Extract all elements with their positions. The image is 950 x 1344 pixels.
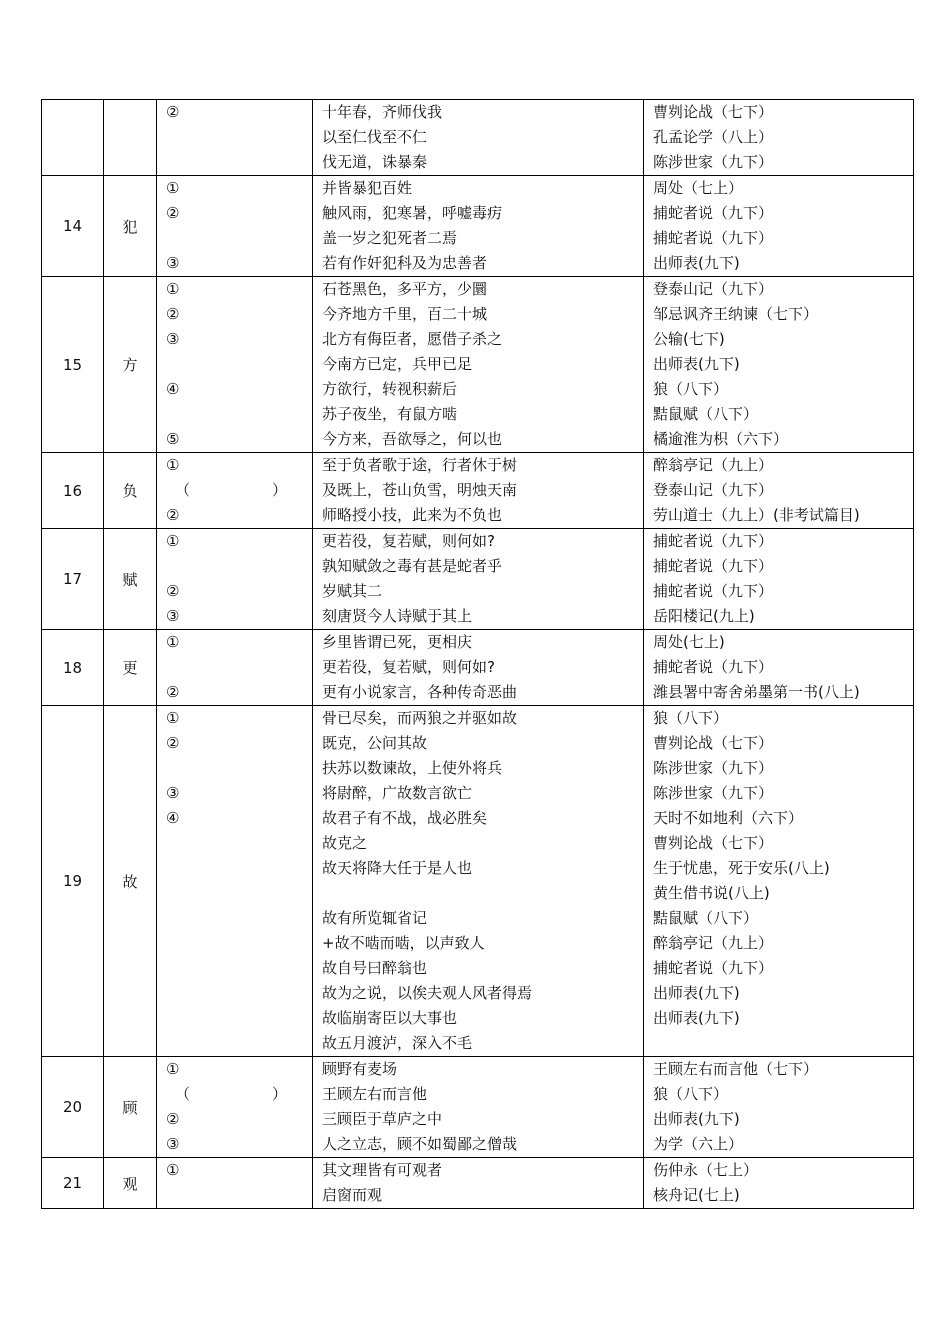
example-sentence: 将尉醉，广故数言欲亡: [322, 784, 473, 802]
entry-number: 18: [42, 630, 104, 706]
meaning-marker: [157, 931, 312, 956]
source-text: 出师表(九下): [653, 984, 740, 1002]
meaning-marker: ①: [166, 1161, 180, 1179]
meaning-marker: [157, 856, 312, 881]
table-row: [42, 100, 914, 176]
source-texts-cell: [644, 630, 914, 706]
meaning-marker: ③: [166, 330, 180, 348]
example-sentence: 故克之: [322, 834, 368, 852]
example-sentence: 触风雨，犯寒暑，呼嘘毒疠: [322, 204, 503, 222]
source-text: 捕蛇者说（九下）: [653, 658, 774, 676]
source-text: 狼（八下）: [653, 1085, 729, 1103]
example-sentence: 三顾臣于草庐之中: [322, 1110, 443, 1128]
source-text: 黠鼠赋（八下）: [653, 405, 759, 423]
meaning-markers-cell: [157, 1057, 313, 1158]
paren-close: ）: [271, 1085, 287, 1103]
source-text: 醉翁亭记（九上）: [653, 456, 774, 474]
example-sentence: 至于负者歌于途，行者休于树: [322, 456, 518, 474]
meaning-marker: [157, 906, 312, 931]
example-sentence: 十年春，齐师伐我: [322, 103, 443, 121]
entry-number: 16: [42, 453, 104, 529]
meaning-marker: [157, 1183, 312, 1208]
source-text: 周处（七上）: [653, 179, 744, 197]
source-text: 捕蛇者说（九下）: [653, 959, 774, 977]
source-text: 劳山道士（九上）(非考试篇目): [653, 506, 860, 524]
meaning-marker-blank: [157, 478, 287, 503]
source-text: 生于忧患，死于安乐(八上): [653, 859, 830, 877]
example-sentence: 今方来，吾欲辱之，何以也: [322, 430, 503, 448]
table-row: [42, 1158, 914, 1209]
source-text: 陈涉世家（九下）: [653, 784, 774, 802]
meaning-markers-cell: [157, 453, 313, 529]
source-text: 天时不如地利（六下）: [653, 809, 804, 827]
example-sentences-cell: [313, 1057, 644, 1158]
entry-number: [42, 100, 104, 176]
source-text: 醉翁亭记（九上）: [653, 934, 774, 952]
paren-open: （: [175, 481, 191, 499]
meaning-marker: [157, 981, 312, 1006]
entry-character: 方: [104, 277, 157, 453]
paren-open: （: [175, 1085, 191, 1103]
example-sentence: [313, 881, 643, 906]
meaning-marker: ④: [166, 380, 180, 398]
meaning-marker: ①: [166, 456, 180, 474]
entry-character: 更: [104, 630, 157, 706]
source-text: 狼（八下）: [653, 380, 729, 398]
source-text: 出师表(九下): [653, 355, 740, 373]
example-sentence: 故天将降大任于是人也: [322, 859, 473, 877]
example-sentence: 顾野有麦场: [322, 1060, 398, 1078]
example-sentence: 乡里皆谓已死，更相庆: [322, 633, 473, 651]
example-sentence: 若有作奸犯科及为忠善者: [322, 254, 488, 272]
meaning-markers-cell: [157, 630, 313, 706]
meaning-marker: ②: [166, 103, 180, 121]
source-texts-cell: [644, 100, 914, 176]
table-row: [42, 176, 914, 277]
entry-number: 21: [42, 1158, 104, 1209]
meaning-markers-cell: [157, 706, 313, 1057]
example-sentence: 骨已尽矣，而两狼之并驱如故: [322, 709, 518, 727]
example-sentences-cell: [313, 630, 644, 706]
meaning-marker: [157, 1006, 312, 1031]
meaning-marker: ①: [166, 633, 180, 651]
example-sentence: 故临崩寄臣以大事也: [322, 1009, 458, 1027]
meaning-marker: ②: [166, 1110, 180, 1128]
table-row: [42, 453, 914, 529]
entry-character: 负: [104, 453, 157, 529]
example-sentence: 更若役，复若赋，则何如?: [322, 658, 495, 676]
entry-character: [104, 100, 157, 176]
example-sentence: 扶苏以数谏故，上使外将兵: [322, 759, 503, 777]
example-sentence: 更有小说家言，各种传奇恶曲: [322, 683, 518, 701]
entry-number: 14: [42, 176, 104, 277]
meaning-marker: [157, 226, 312, 251]
source-text: 曹刿论战（七下）: [653, 734, 774, 752]
entry-number: 15: [42, 277, 104, 453]
example-sentence: 今南方已定，兵甲已足: [322, 355, 473, 373]
meaning-marker: ①: [166, 709, 180, 727]
source-text: 陈涉世家（九下）: [653, 759, 774, 777]
source-texts-cell: [644, 1057, 914, 1158]
example-sentence: 岁赋其二: [322, 582, 383, 600]
example-sentence: 今齐地方千里，百二十城: [322, 305, 488, 323]
entry-number: 20: [42, 1057, 104, 1158]
meaning-marker: ②: [166, 734, 180, 752]
example-sentence: 故自号曰醉翁也: [322, 959, 428, 977]
source-texts-cell: [644, 706, 914, 1057]
meaning-markers-cell: [157, 529, 313, 630]
meaning-marker: [157, 655, 312, 680]
example-sentence: 师略授小技，此来为不负也: [322, 506, 503, 524]
example-sentences-cell: [313, 100, 644, 176]
meaning-marker: ③: [166, 607, 180, 625]
source-text: 邹忌讽齐王纳谏（七下）: [653, 305, 819, 323]
example-sentences-cell: [313, 1158, 644, 1209]
meaning-marker: ①: [166, 1060, 180, 1078]
source-text: 登泰山记（九下）: [653, 481, 774, 499]
source-text: 捕蛇者说（九下）: [653, 204, 774, 222]
example-sentence: 故五月渡泸，深入不毛: [322, 1034, 473, 1052]
source-text: 黠鼠赋（八下）: [653, 909, 759, 927]
source-text: 捕蛇者说（九下）: [653, 582, 774, 600]
meaning-marker: [157, 756, 312, 781]
meaning-marker: ②: [166, 683, 180, 701]
example-sentence: 王顾左右而言他: [322, 1085, 428, 1103]
example-sentence: 石苍黑色，多平方，少圜: [322, 280, 488, 298]
example-sentence: 故有所览辄省记: [322, 909, 428, 927]
example-sentence: 更若役，复若赋，则何如?: [322, 532, 495, 550]
source-text: [644, 1031, 913, 1056]
example-sentence: 并皆暴犯百姓: [322, 179, 413, 197]
source-text: 黄生借书说(八上): [653, 884, 770, 902]
meaning-marker-blank: [157, 1082, 287, 1107]
source-text: 核舟记(七上): [653, 1186, 740, 1204]
table-row: [42, 1057, 914, 1158]
meaning-marker: [157, 1031, 312, 1056]
meaning-marker: [157, 881, 312, 906]
source-text: 狼（八下）: [653, 709, 729, 727]
meaning-marker: ①: [166, 280, 180, 298]
entry-character: 赋: [104, 529, 157, 630]
meaning-marker: ②: [166, 305, 180, 323]
meaning-marker: ⑤: [166, 430, 180, 448]
example-sentence: 启窗而观: [322, 1186, 383, 1204]
example-sentence: 其文理皆有可观者: [322, 1161, 443, 1179]
meaning-markers-cell: [157, 277, 313, 453]
meaning-marker: ①: [166, 532, 180, 550]
meaning-marker: ②: [166, 506, 180, 524]
source-texts-cell: [644, 529, 914, 630]
meaning-marker: ②: [166, 582, 180, 600]
example-sentence: 以至仁伐至不仁: [322, 128, 428, 146]
meaning-markers-cell: [157, 176, 313, 277]
source-text: 出师表(九下): [653, 1110, 740, 1128]
source-text: 曹刿论战（七下）: [653, 834, 774, 852]
source-text: 公输(七下): [653, 330, 725, 348]
example-sentence: 故君子有不战，战必胜矣: [322, 809, 488, 827]
table-row: [42, 529, 914, 630]
meaning-marker: [157, 831, 312, 856]
source-text: 捕蛇者说（九下）: [653, 557, 774, 575]
meaning-marker: [157, 402, 312, 427]
table-row: [42, 630, 914, 706]
example-sentences-cell: [313, 706, 644, 1057]
source-texts-cell: [644, 453, 914, 529]
vocabulary-table-body: [42, 100, 914, 1209]
example-sentence: 刻唐贤今人诗赋于其上: [322, 607, 473, 625]
example-sentence: +故不啮而啮，以声致人: [322, 934, 485, 952]
meaning-marker: [157, 352, 312, 377]
table-row: [42, 706, 914, 1057]
source-text: 王顾左右而言他（七下）: [653, 1060, 819, 1078]
source-text: 曹刿论战（七下）: [653, 103, 774, 121]
entry-character: 观: [104, 1158, 157, 1209]
example-sentence: 人之立志，顾不如蜀鄙之僧哉: [322, 1135, 518, 1153]
meaning-marker: ③: [166, 1135, 180, 1153]
meaning-marker: ③: [166, 784, 180, 802]
example-sentences-cell: [313, 176, 644, 277]
source-text: 孔孟论学（八上）: [653, 128, 774, 146]
source-text: 出师表(九下): [653, 1009, 740, 1027]
table-row: [42, 277, 914, 453]
source-text: 登泰山记（九下）: [653, 280, 774, 298]
source-text: 为学（六上）: [653, 1135, 744, 1153]
source-text: 岳阳楼记(九上): [653, 607, 755, 625]
meaning-marker: [157, 125, 312, 150]
entry-number: 19: [42, 706, 104, 1057]
entry-character: 故: [104, 706, 157, 1057]
entry-character: 犯: [104, 176, 157, 277]
example-sentence: 盖一岁之犯死者二焉: [322, 229, 458, 247]
source-texts-cell: [644, 176, 914, 277]
vocabulary-table: [41, 99, 914, 1209]
source-text: 捕蛇者说（九下）: [653, 532, 774, 550]
source-text: 周处(七上): [653, 633, 725, 651]
meaning-marker: ①: [166, 179, 180, 197]
example-sentence: 及既上，苍山负雪，明烛天南: [322, 481, 518, 499]
example-sentence: 方欲行，转视积薪后: [322, 380, 458, 398]
source-text: 陈涉世家（九下）: [653, 153, 774, 171]
entry-number: 17: [42, 529, 104, 630]
source-text: 潍县署中寄舍弟墨第一书(八上): [653, 683, 860, 701]
example-sentence: 故为之说，以俟夫观人风者得焉: [322, 984, 533, 1002]
example-sentence: 北方有侮臣者，愿借子杀之: [322, 330, 503, 348]
paren-close: ）: [271, 481, 287, 499]
example-sentences-cell: [313, 277, 644, 453]
source-text: 伤仲永（七上）: [653, 1161, 759, 1179]
meaning-marker: [157, 956, 312, 981]
meaning-marker: ③: [166, 254, 180, 272]
source-text: 出师表(九下): [653, 254, 740, 272]
example-sentence: 伐无道，诛暴秦: [322, 153, 428, 171]
example-sentences-cell: [313, 453, 644, 529]
meaning-markers-cell: [157, 1158, 313, 1209]
meaning-marker: ②: [166, 204, 180, 222]
meaning-marker: [157, 554, 312, 579]
source-texts-cell: [644, 277, 914, 453]
meaning-markers-cell: [157, 100, 313, 176]
example-sentences-cell: [313, 529, 644, 630]
source-texts-cell: [644, 1158, 914, 1209]
source-text: 捕蛇者说（九下）: [653, 229, 774, 247]
source-text: 橘逾淮为枳（六下）: [653, 430, 789, 448]
meaning-marker: ④: [166, 809, 180, 827]
example-sentence: 孰知赋敛之毒有甚是蛇者乎: [322, 557, 503, 575]
example-sentence: 苏子夜坐，有鼠方啮: [322, 405, 458, 423]
example-sentence: 既克，公问其故: [322, 734, 428, 752]
meaning-marker: [157, 150, 312, 175]
entry-character: 顾: [104, 1057, 157, 1158]
